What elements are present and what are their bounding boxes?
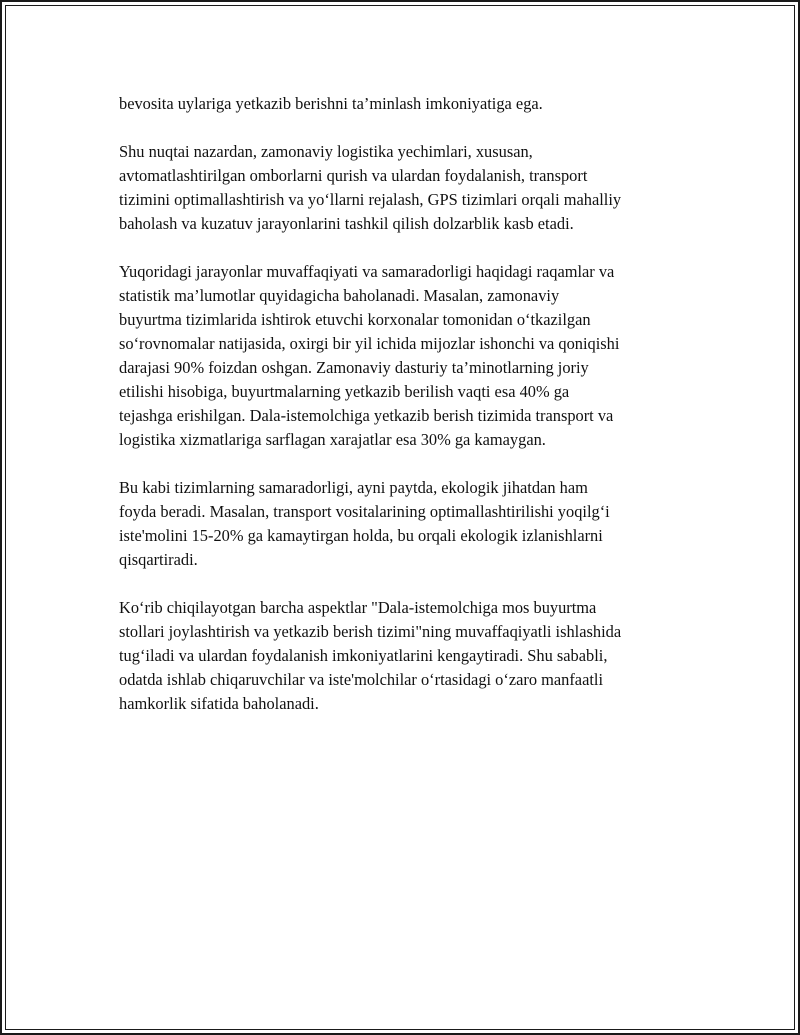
text-line: stollari joylashtirish va yetkazib berish tizimi"ning muvaffaqiyatli ishlashida: [119, 622, 622, 641]
text-line: iste'molini 15-20% ga kamaytirgan holda, bu orqali ekologik izlanishlarni: [119, 526, 603, 545]
text-line: buyurtma tizimlarida ishtirok etuvchi korxonalar tomonidan o‘tkazilgan: [119, 310, 591, 329]
text-line: Bu kabi tizimlarning samaradorligi, ayni paytda, ekologik jihatdan ham: [119, 478, 588, 497]
text-line: Yuqoridagi jarayonlar muvaffaqiyati va samaradorligi haqidagi raqamlar va: [119, 262, 615, 281]
paragraph-3: [119, 260, 689, 452]
text-line: odatda ishlab chiqaruvchilar va iste'molchilar o‘rtasidagi o‘zaro manfaatli: [119, 670, 604, 689]
text-line: tizimini optimallashtirish va yo‘llarni rejalash, GPS tizimlari orqali mahalliy: [119, 190, 622, 209]
document-body: [119, 92, 689, 740]
text-line: Ko‘rib chiqilayotgan barcha aspektlar "Dala-istemolchiga mos buyurtma: [119, 598, 597, 617]
text-line: tejashga erishilgan. Dala-istemolchiga yetkazib berish tizimida transport va: [119, 406, 614, 425]
paragraph-4: [119, 476, 689, 572]
paragraph-5: [119, 596, 689, 716]
text-line: baholash va kuzatuv jarayonlarini tashkil qilish dolzarblik kasb etadi.: [119, 214, 574, 233]
text-line: foyda beradi. Masalan, transport vositalarining optimallashtirilishi yoqilg‘i: [119, 502, 610, 521]
text-line: logistika xizmatlariga sarflagan xarajatlar esa 30% ga kamaygan.: [119, 430, 546, 449]
paragraph-1: [119, 92, 689, 116]
text-line: Shu nuqtai nazardan, zamonaviy logistika yechimlari, xususan,: [119, 142, 533, 161]
text-line: darajasi 90% foizdan oshgan. Zamonaviy dasturiy ta’minotlarning joriy: [119, 358, 589, 377]
text-line: bevosita uylariga yetkazib berishni ta’minlash imkoniyatiga ega.: [119, 94, 543, 113]
paragraph-2: [119, 140, 689, 236]
text-line: avtomatlashtirilgan omborlarni qurish va ulardan foydalanish, transport: [119, 166, 588, 185]
text-line: tug‘iladi va ulardan foydalanish imkoniyatlarini kengaytiradi. Shu sababli,: [119, 646, 608, 665]
text-line: statistik ma’lumotlar quyidagicha baholanadi. Masalan, zamonaviy: [119, 286, 560, 305]
text-line: etilishi hisobiga, buyurtmalarning yetkazib berilish vaqti esa 40% ga: [119, 382, 570, 401]
text-line: so‘rovnomalar natijasida, oxirgi bir yil ichida mijozlar ishonchi va qoniqishi: [119, 334, 620, 353]
text-line: qisqartiradi.: [119, 550, 198, 569]
text-line: hamkorlik sifatida baholanadi.: [119, 694, 319, 713]
